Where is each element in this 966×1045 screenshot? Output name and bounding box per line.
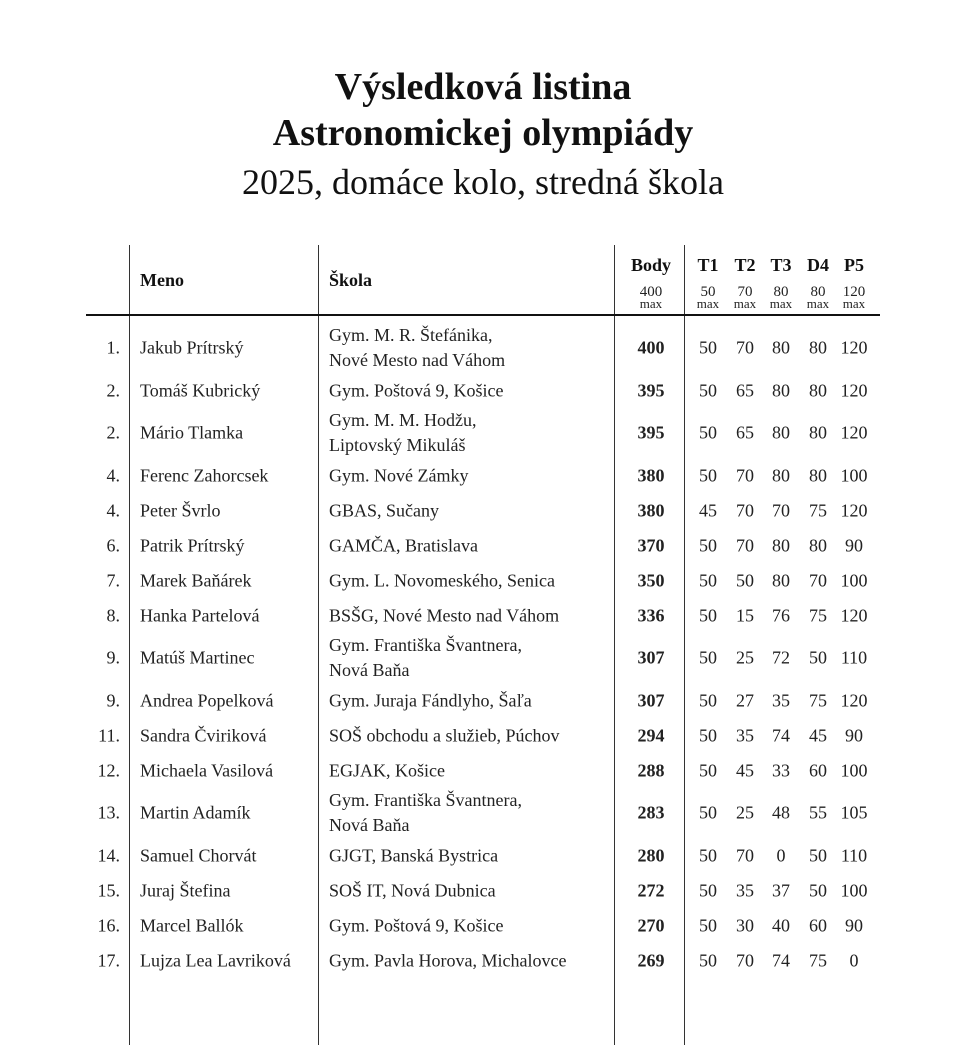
school [329, 498, 439, 523]
school-line: Gym. Pavla Horova, Michalovce [329, 950, 567, 970]
school-line: BSŠG, Nové Mesto nad Váhom [329, 605, 560, 625]
rank: 12. [97, 760, 120, 780]
task-score-t3: 74 [772, 950, 790, 970]
school-line: Gym. Juraja Fándlyho, Šaľa [329, 690, 532, 710]
total-points: 270 [637, 915, 665, 935]
task-score-d4: 75 [809, 605, 827, 625]
contestant-name: Matúš Martinec [140, 647, 255, 668]
task-score-t2: 25 [736, 802, 754, 823]
header-task-max [800, 286, 836, 309]
total-points: 350 [637, 570, 665, 590]
task-score-t1: 50 [699, 725, 717, 745]
total-points: 269 [637, 950, 665, 970]
table-row [86, 908, 880, 943]
rank: 2. [106, 380, 120, 400]
rank: 17. [97, 950, 120, 970]
task-score-d4: 80 [809, 465, 827, 485]
task-score-t1: 50 [699, 802, 717, 823]
total-points: 280 [637, 845, 665, 865]
school-line: Gym. Františka Švantnera, [329, 635, 522, 655]
contestant-name: Patrik Prítrský [140, 535, 245, 555]
task-score-t1: 50 [699, 535, 717, 555]
task-score-t2: 65 [736, 422, 754, 443]
task-score-t2: 70 [736, 845, 754, 865]
task-score-p5: 120 [840, 500, 868, 520]
rank: 6. [106, 535, 120, 555]
task-score-p5: 110 [840, 845, 868, 865]
task-score-p5: 100 [840, 465, 868, 485]
rank: 2. [106, 422, 120, 443]
task-max-value: 120 [842, 284, 866, 300]
task-score-t2: 45 [736, 760, 754, 780]
contestant-name: Ferenc Zahorcsek [140, 465, 269, 485]
header-total-max [616, 286, 686, 309]
task-score-t1: 50 [699, 422, 717, 443]
school-line: Gym. Poštová 9, Košice [329, 380, 504, 400]
task-score-t2: 35 [736, 725, 754, 745]
task-score-p5: 120 [840, 605, 868, 625]
task-score-p5: 90 [845, 725, 863, 745]
task-score-t3: 35 [772, 690, 790, 710]
task-score-d4: 80 [809, 380, 827, 400]
contestant-name: Martin Adamík [140, 802, 251, 823]
school-line: Liptovský Mikuláš [329, 435, 466, 455]
task-score-p5: 0 [849, 950, 859, 970]
school [329, 913, 504, 938]
task-score-p5: 120 [840, 422, 868, 443]
header-task-max [727, 286, 763, 309]
contestant-name: Juraj Štefina [140, 880, 231, 900]
max-label: max [696, 296, 720, 311]
table-row [86, 408, 880, 458]
table-row [86, 943, 880, 978]
task-score-d4: 45 [809, 725, 827, 745]
task-score-t2: 70 [736, 535, 754, 555]
task-score-p5: 120 [840, 690, 868, 710]
task-score-t3: 80 [772, 380, 790, 400]
header-task-t1: T1 [697, 255, 719, 275]
title-line-2: Astronomickej olympiády [272, 112, 694, 154]
school [329, 323, 505, 373]
task-score-p5: 110 [840, 647, 868, 668]
rank: 9. [106, 647, 120, 668]
task-max-value: 70 [737, 284, 753, 300]
task-score-d4: 80 [809, 422, 827, 443]
task-score-p5: 105 [840, 802, 868, 823]
task-score-t2: 15 [736, 605, 754, 625]
rank: 13. [97, 802, 120, 823]
total-points: 294 [637, 725, 665, 745]
school-line: Gym. M. R. Štefánika, [329, 325, 493, 345]
task-score-d4: 55 [809, 802, 827, 823]
rank: 1. [106, 337, 120, 358]
max-label: max [769, 296, 793, 311]
school-line: GBAS, Sučany [329, 500, 440, 520]
task-score-p5: 100 [840, 760, 868, 780]
task-score-t1: 50 [699, 690, 717, 710]
header-task-d4: D4 [807, 255, 829, 275]
school [329, 948, 566, 973]
task-score-p5: 120 [840, 337, 868, 358]
task-score-p5: 90 [845, 915, 863, 935]
document-title [0, 64, 966, 208]
contestant-name: Mário Tlamka [140, 422, 244, 443]
total-points: 400 [637, 337, 665, 358]
school [329, 878, 496, 903]
total-points: 307 [637, 690, 665, 710]
contestant-name: Jakub Prítrský [140, 337, 244, 358]
school-line: GAMČA, Bratislava [329, 535, 478, 555]
school [329, 568, 555, 593]
task-score-t3: 80 [772, 465, 790, 485]
task-score-t3: 33 [772, 760, 790, 780]
task-score-t2: 65 [736, 380, 754, 400]
task-score-t3: 70 [772, 500, 790, 520]
table-row [86, 633, 880, 683]
school-line: Gym. Nové Zámky [329, 465, 469, 485]
header-total: Body [630, 255, 672, 275]
title-line-1: Výsledková listina [334, 66, 632, 108]
task-score-t1: 50 [699, 880, 717, 900]
task-score-p5: 120 [840, 380, 868, 400]
header-task-max [690, 286, 726, 309]
rank: 11. [98, 725, 120, 745]
school-line: Gym. M. M. Hodžu, [329, 410, 477, 430]
school [329, 788, 522, 838]
task-score-t2: 35 [736, 880, 754, 900]
task-score-t3: 80 [772, 570, 790, 590]
table-row [86, 528, 880, 563]
task-score-p5: 100 [840, 570, 868, 590]
total-points: 395 [637, 380, 665, 400]
school-line: Gym. Františka Švantnera, [329, 790, 522, 810]
table-row [86, 753, 880, 788]
task-score-t1: 50 [699, 570, 717, 590]
contestant-name: Tomáš Kubrický [140, 380, 261, 400]
task-score-t2: 25 [736, 647, 754, 668]
task-score-t3: 40 [772, 915, 790, 935]
task-score-t2: 70 [736, 950, 754, 970]
school [329, 533, 478, 558]
task-score-d4: 50 [809, 647, 827, 668]
table-row [86, 683, 880, 718]
task-score-d4: 80 [809, 337, 827, 358]
task-score-t1: 50 [699, 950, 717, 970]
task-score-t3: 0 [776, 845, 786, 865]
rank: 4. [106, 500, 120, 520]
contestant-name: Andrea Popelková [140, 690, 274, 710]
contestant-name: Hanka Partelová [140, 605, 260, 625]
table-body [86, 323, 880, 978]
table-row [86, 838, 880, 873]
max-label: max [842, 296, 866, 311]
task-score-d4: 80 [809, 535, 827, 555]
header-name: Meno [140, 270, 184, 290]
header-rule [86, 314, 880, 316]
task-score-d4: 60 [809, 760, 827, 780]
header-task-p5: P5 [844, 255, 864, 275]
task-score-d4: 75 [809, 950, 827, 970]
header-task-max [836, 286, 872, 309]
header-task-t3: T3 [770, 255, 792, 275]
max-label: max [733, 296, 757, 311]
table-row [86, 373, 880, 408]
rank: 7. [106, 570, 120, 590]
task-max-value: 50 [700, 284, 716, 300]
task-score-t2: 70 [736, 337, 754, 358]
task-score-t1: 50 [699, 845, 717, 865]
header-task-max [763, 286, 799, 309]
contestant-name: Peter Švrlo [140, 500, 221, 520]
total-points: 380 [637, 465, 665, 485]
total-points: 370 [637, 535, 665, 555]
task-score-d4: 75 [809, 500, 827, 520]
total-points: 307 [637, 647, 665, 668]
task-score-t1: 50 [699, 647, 717, 668]
school [329, 603, 559, 628]
school [329, 843, 498, 868]
contestant-name: Marcel Ballók [140, 915, 244, 935]
table-row [86, 718, 880, 753]
task-score-t3: 72 [772, 647, 790, 668]
task-score-t2: 50 [736, 570, 754, 590]
school [329, 758, 445, 783]
school [329, 633, 522, 683]
rank: 4. [106, 465, 120, 485]
school-line: SOŠ obchodu a služieb, Púchov [329, 725, 560, 745]
table-row [86, 493, 880, 528]
task-score-d4: 70 [809, 570, 827, 590]
task-score-p5: 90 [845, 535, 863, 555]
total-points: 395 [637, 422, 665, 443]
task-score-t3: 80 [772, 535, 790, 555]
school-line: Gym. Poštová 9, Košice [329, 915, 504, 935]
table-row [86, 563, 880, 598]
task-score-t2: 70 [736, 500, 754, 520]
rank: 15. [97, 880, 120, 900]
school-line: Nová Baňa [329, 660, 410, 680]
task-score-d4: 60 [809, 915, 827, 935]
school-line: EGJAK, Košice [329, 760, 445, 780]
task-score-t2: 70 [736, 465, 754, 485]
task-score-t1: 50 [699, 915, 717, 935]
task-score-t1: 50 [699, 337, 717, 358]
task-score-d4: 50 [809, 880, 827, 900]
table-row [86, 873, 880, 908]
school-line: Gym. L. Novomeského, Senica [329, 570, 555, 590]
task-score-t1: 50 [699, 760, 717, 780]
task-score-t2: 27 [736, 690, 754, 710]
task-score-t3: 37 [772, 880, 790, 900]
total-points: 380 [637, 500, 665, 520]
total-points: 336 [637, 605, 665, 625]
contestant-name: Michaela Vasilová [140, 760, 274, 780]
table-row [86, 458, 880, 493]
rank: 14. [97, 845, 120, 865]
max-label: max [639, 296, 663, 311]
contestant-name: Lujza Lea Lavriková [140, 950, 291, 970]
total-points: 272 [637, 880, 665, 900]
school [329, 723, 559, 748]
task-score-d4: 75 [809, 690, 827, 710]
school-line: Nové Mesto nad Váhom [329, 350, 506, 370]
header-task-t2: T2 [734, 255, 756, 275]
task-score-t3: 76 [772, 605, 790, 625]
task-score-t3: 74 [772, 725, 790, 745]
table-row [86, 323, 880, 373]
subtitle: 2025, domáce kolo, stredná škola [242, 162, 724, 202]
school [329, 378, 504, 403]
task-score-t3: 80 [772, 337, 790, 358]
total-max-value: 400 [639, 284, 663, 300]
total-points: 288 [637, 760, 665, 780]
contestant-name: Marek Baňárek [140, 570, 252, 590]
school-line: SOŠ IT, Nová Dubnica [329, 880, 496, 900]
task-max-value: 80 [773, 284, 789, 300]
table-header [86, 245, 880, 315]
task-score-t1: 50 [699, 605, 717, 625]
header-school: Škola [329, 270, 373, 290]
task-score-p5: 100 [840, 880, 868, 900]
table-row [86, 598, 880, 633]
contestant-name: Sandra Čviriková [140, 725, 267, 745]
task-score-t1: 50 [699, 465, 717, 485]
rank: 9. [106, 690, 120, 710]
school-line: Nová Baňa [329, 815, 410, 835]
rank: 8. [106, 605, 120, 625]
task-score-t1: 45 [699, 500, 717, 520]
task-score-t3: 80 [772, 422, 790, 443]
task-score-t2: 30 [736, 915, 754, 935]
task-score-t1: 50 [699, 380, 717, 400]
contestant-name: Samuel Chorvát [140, 845, 257, 865]
task-max-value: 80 [810, 284, 826, 300]
school [329, 688, 532, 713]
school-line: GJGT, Banská Bystrica [329, 845, 499, 865]
school [329, 463, 468, 488]
task-score-t3: 48 [772, 802, 790, 823]
school [329, 408, 477, 458]
total-points: 283 [637, 802, 665, 823]
task-score-d4: 50 [809, 845, 827, 865]
max-label: max [806, 296, 830, 311]
rank: 16. [97, 915, 120, 935]
table-row [86, 788, 880, 838]
